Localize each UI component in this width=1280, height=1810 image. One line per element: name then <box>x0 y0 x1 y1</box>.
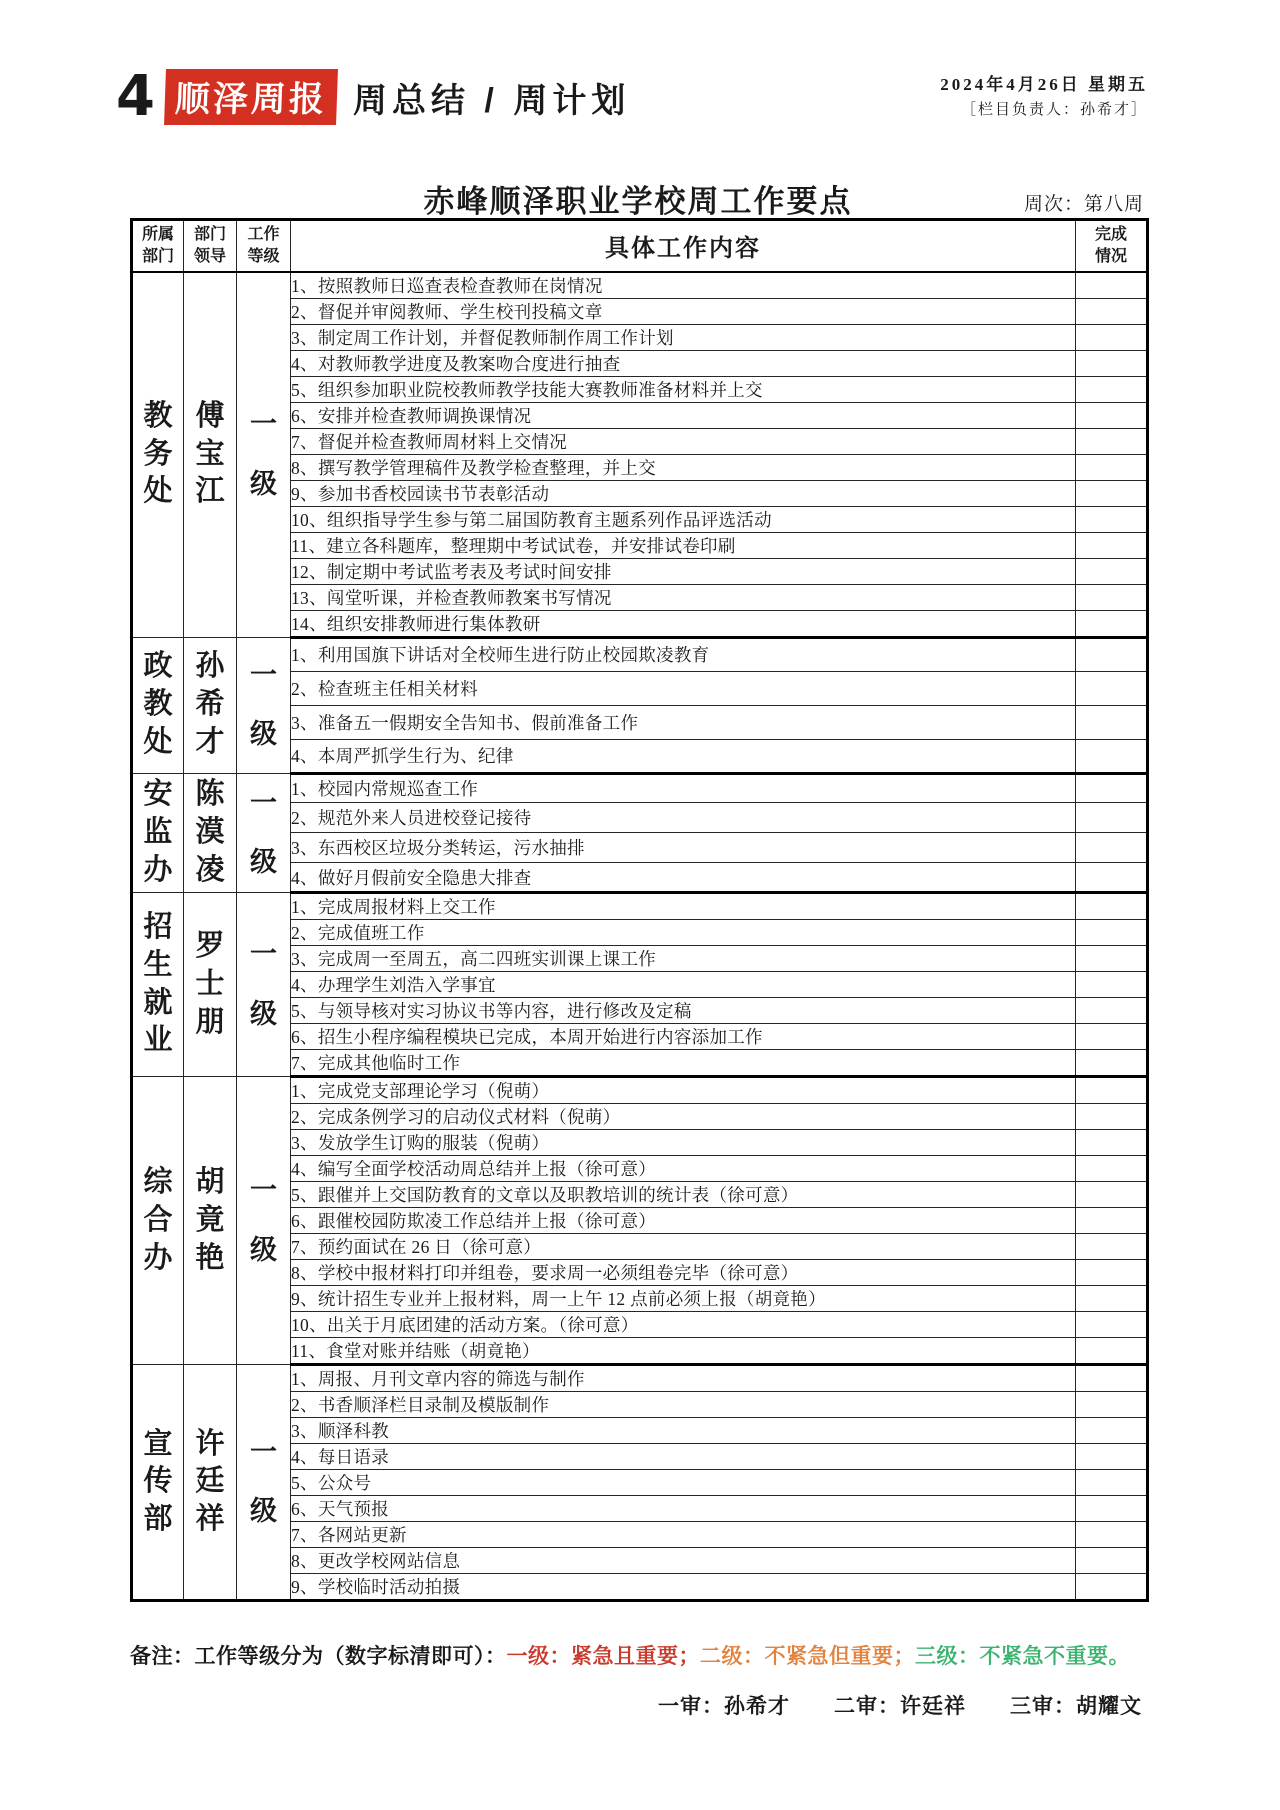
column-editor-line: ［栏目负责人：孙希才］ <box>960 101 1148 118</box>
level-cell: 一级 <box>237 893 291 1077</box>
leader-cell: 罗士朋 <box>184 893 237 1077</box>
work-row <box>132 1365 1148 1392</box>
status-cell <box>1076 803 1148 833</box>
document-title: 赤峰顺泽职业学校周工作要点 <box>423 184 853 219</box>
work-item: 6、安排并检查教师调换课情况 <box>291 402 1076 428</box>
status-cell <box>1076 1496 1148 1522</box>
leader-cell: 胡竟艳 <box>184 1077 237 1365</box>
status-cell <box>1076 739 1148 773</box>
status-cell <box>1076 1182 1148 1208</box>
work-item: 6、跟催校园防欺凌工作总结并上报（徐可意） <box>291 1208 1076 1234</box>
work-item: 1、校园内常规巡查工作 <box>291 773 1076 803</box>
header-department: 所属部门 <box>132 220 184 272</box>
status-cell <box>1076 705 1148 739</box>
status-cell <box>1076 350 1148 376</box>
work-item: 4、办理学生刘浩入学事宜 <box>291 972 1076 998</box>
status-cell <box>1076 324 1148 350</box>
work-row <box>132 637 1148 671</box>
status-cell <box>1076 1312 1148 1338</box>
work-item: 4、做好月假前安全隐患大排查 <box>291 863 1076 893</box>
newspaper-header <box>116 62 1148 132</box>
work-item: 3、准备五一假期安全告知书、假前准备工作 <box>291 705 1076 739</box>
status-cell <box>1076 998 1148 1024</box>
header-status: 完成情况 <box>1076 220 1148 272</box>
status-cell <box>1076 1286 1148 1312</box>
status-cell <box>1076 1470 1148 1496</box>
work-item: 6、天气预报 <box>291 1496 1076 1522</box>
work-item: 13、闯堂听课，并检查教师教案书写情况 <box>291 584 1076 610</box>
work-item: 11、食堂对账并结账（胡竟艳） <box>291 1338 1076 1365</box>
work-item: 4、对教师教学进度及教案吻合度进行抽查 <box>291 350 1076 376</box>
work-item: 3、制定周工作计划，并督促教师制作周工作计划 <box>291 324 1076 350</box>
status-cell <box>1076 402 1148 428</box>
work-item: 1、按照教师日巡查表检查教师在岗情况 <box>291 272 1076 299</box>
status-cell <box>1076 584 1148 610</box>
work-item: 3、发放学生订购的服装（倪萌） <box>291 1130 1076 1156</box>
status-cell <box>1076 558 1148 584</box>
status-cell <box>1076 610 1148 637</box>
note-level1: 一级：紧急且重要； <box>506 1644 700 1668</box>
note-level3: 三级：不紧急不重要。 <box>915 1644 1130 1668</box>
masthead-logo: 顺泽周报 <box>164 69 338 125</box>
work-item: 4、本周严抓学生行为、纪律 <box>291 739 1076 773</box>
work-item: 1、利用国旗下讲话对全校师生进行防止校园欺凌教育 <box>291 637 1076 671</box>
leader-cell: 孙希才 <box>184 637 237 773</box>
status-cell <box>1076 946 1148 972</box>
status-cell <box>1076 480 1148 506</box>
status-cell <box>1076 506 1148 532</box>
work-item: 5、跟催并上交国防教育的文章以及职教培训的统计表（徐可意） <box>291 1182 1076 1208</box>
work-row <box>132 773 1148 803</box>
work-item: 6、招生小程序编程模块已完成，本周开始进行内容添加工作 <box>291 1024 1076 1050</box>
status-cell <box>1076 1444 1148 1470</box>
status-cell <box>1076 1260 1148 1286</box>
work-item: 2、书香顺泽栏目录制及模版制作 <box>291 1392 1076 1418</box>
status-cell <box>1076 637 1148 671</box>
work-item: 7、预约面试在 26 日（徐可意） <box>291 1234 1076 1260</box>
status-cell <box>1076 773 1148 803</box>
work-item: 7、完成其他临时工作 <box>291 1050 1076 1077</box>
date-line: 2024年4月26日 星期五 <box>940 75 1148 95</box>
status-cell <box>1076 1365 1148 1392</box>
work-item: 4、每日语录 <box>291 1444 1076 1470</box>
status-cell <box>1076 1338 1148 1365</box>
note-prefix: 备注：工作等级分为（数字标清即可）： <box>130 1644 507 1668</box>
status-cell <box>1076 454 1148 480</box>
work-item: 5、组织参加职业院校教师教学技能大赛教师准备材料并上交 <box>291 376 1076 402</box>
work-item: 8、撰写教学管理稿件及教学检查整理，并上交 <box>291 454 1076 480</box>
status-cell <box>1076 972 1148 998</box>
status-cell <box>1076 428 1148 454</box>
weekly-work-table <box>130 218 1149 1602</box>
work-row <box>132 1077 1148 1104</box>
status-cell <box>1076 1418 1148 1444</box>
work-item: 7、各网站更新 <box>291 1522 1076 1548</box>
work-item: 9、参加书香校园读书节表彰活动 <box>291 480 1076 506</box>
work-item: 5、公众号 <box>291 1470 1076 1496</box>
dept-cell: 宣传部 <box>132 1365 184 1601</box>
status-cell <box>1076 1024 1148 1050</box>
work-item: 2、督促并审阅教师、学生校刊投稿文章 <box>291 298 1076 324</box>
work-table-header <box>132 220 1148 272</box>
status-cell <box>1076 1574 1148 1601</box>
header-leader: 部门领导 <box>184 220 237 272</box>
status-cell <box>1076 532 1148 558</box>
work-item: 12、制定期中考试监考表及考试时间安排 <box>291 558 1076 584</box>
level-cell: 一级 <box>237 272 291 638</box>
status-cell <box>1076 920 1148 946</box>
legend-note <box>130 1640 1160 1670</box>
dept-cell: 综合办 <box>132 1077 184 1365</box>
dept-cell: 教务处 <box>132 272 184 638</box>
status-cell <box>1076 833 1148 863</box>
work-item: 11、建立各科题库，整理期中考试试卷，并安排试卷印刷 <box>291 532 1076 558</box>
work-row <box>132 893 1148 920</box>
status-cell <box>1076 863 1148 893</box>
section-title: 周总结 / 周计划 <box>352 81 631 120</box>
work-item: 1、周报、月刊文章内容的筛选与制作 <box>291 1365 1076 1392</box>
header-content: 具体工作内容 <box>291 220 1076 272</box>
work-item: 9、学校临时活动拍摄 <box>291 1574 1076 1601</box>
table-title-row <box>130 176 1146 219</box>
status-cell <box>1076 1130 1148 1156</box>
work-item: 3、东西校区垃圾分类转运，污水抽排 <box>291 833 1076 863</box>
work-item: 1、完成周报材料上交工作 <box>291 893 1076 920</box>
status-cell <box>1076 1050 1148 1077</box>
work-item: 2、完成条例学习的启动仪式材料（倪萌） <box>291 1104 1076 1130</box>
status-cell <box>1076 1234 1148 1260</box>
status-cell <box>1076 1208 1148 1234</box>
level-cell: 一级 <box>237 1365 291 1601</box>
work-row <box>132 272 1148 299</box>
header-right-block <box>940 72 1148 122</box>
status-cell <box>1076 1392 1148 1418</box>
dept-cell: 政教处 <box>132 637 184 773</box>
work-item: 2、完成值班工作 <box>291 920 1076 946</box>
work-table-body <box>132 272 1148 1601</box>
work-item: 10、出关于月底团建的活动方案。（徐可意） <box>291 1312 1076 1338</box>
work-item: 9、统计招生专业并上报材料，周一上午 12 点前必须上报（胡竟艳） <box>291 1286 1076 1312</box>
status-cell <box>1076 1077 1148 1104</box>
dept-cell: 招生就业 <box>132 893 184 1077</box>
page-number: 4 <box>116 64 155 129</box>
level-cell: 一级 <box>237 1077 291 1365</box>
dept-cell: 安监办 <box>132 773 184 893</box>
work-item: 2、检查班主任相关材料 <box>291 671 1076 705</box>
header-level: 工作等级 <box>237 220 291 272</box>
work-item: 8、学校中报材料打印并组卷，要求周一必须组卷完毕（徐可意） <box>291 1260 1076 1286</box>
week-number-label: 周次：第八周 <box>1023 194 1144 215</box>
work-item: 3、顺泽科教 <box>291 1418 1076 1444</box>
work-item: 7、督促并检查教师周材料上交情况 <box>291 428 1076 454</box>
status-cell <box>1076 298 1148 324</box>
work-item: 14、组织安排教师进行集体教研 <box>291 610 1076 637</box>
level-cell: 一级 <box>237 637 291 773</box>
leader-cell: 许廷祥 <box>184 1365 237 1601</box>
status-cell <box>1076 1548 1148 1574</box>
status-cell <box>1076 1156 1148 1182</box>
status-cell <box>1076 893 1148 920</box>
work-item: 1、完成党支部理论学习（倪萌） <box>291 1077 1076 1104</box>
status-cell <box>1076 1104 1148 1130</box>
note-level2: 二级：不紧急但重要； <box>700 1644 915 1668</box>
leader-cell: 傅宝江 <box>184 272 237 638</box>
status-cell <box>1076 671 1148 705</box>
status-cell <box>1076 1522 1148 1548</box>
work-item: 5、与领导核对实习协议书等内容，进行修改及定稿 <box>291 998 1076 1024</box>
reviewers-line: 一审：孙希才 二审：许廷祥 三审：胡耀文 <box>658 1694 1142 1718</box>
leader-cell: 陈漠凌 <box>184 773 237 893</box>
work-item: 3、完成周一至周五，高二四班实训课上课工作 <box>291 946 1076 972</box>
work-item: 2、规范外来人员进校登记接待 <box>291 803 1076 833</box>
status-cell <box>1076 272 1148 299</box>
work-item: 4、编写全面学校活动周总结并上报（徐可意） <box>291 1156 1076 1182</box>
work-item: 8、更改学校网站信息 <box>291 1548 1076 1574</box>
work-item: 10、组织指导学生参与第二届国防教育主题系列作品评选活动 <box>291 506 1076 532</box>
status-cell <box>1076 376 1148 402</box>
level-cell: 一级 <box>237 773 291 893</box>
